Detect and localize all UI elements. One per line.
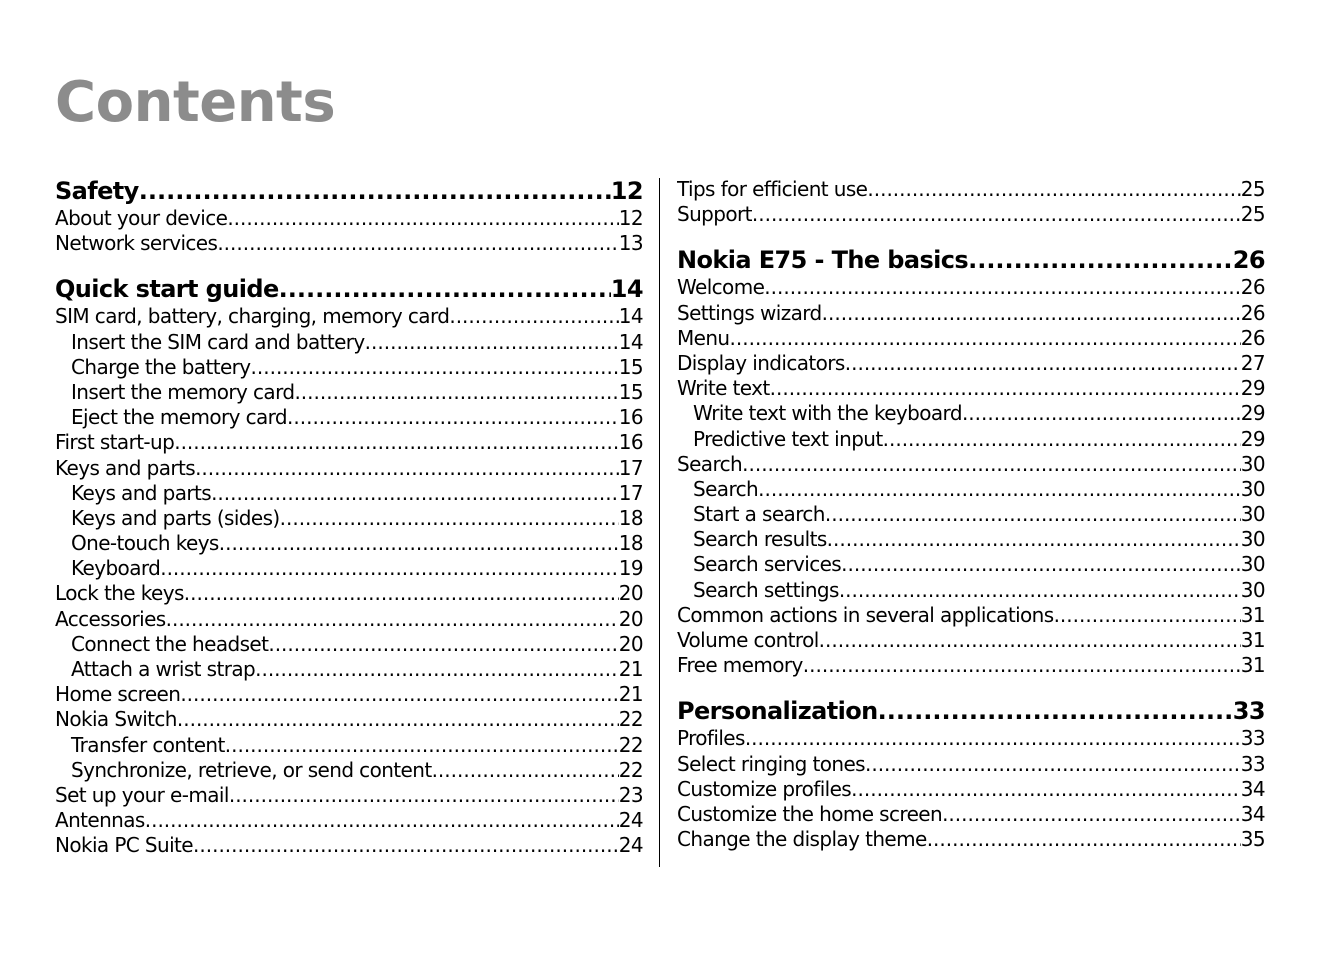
dot-leader <box>227 206 618 231</box>
toc-page-number: 26 <box>1232 246 1265 275</box>
toc-subentry[interactable] <box>677 527 1265 552</box>
toc-subentry[interactable] <box>677 578 1265 603</box>
toc-page-number: 14 <box>610 275 643 304</box>
toc-entry-title: Keyboard <box>71 556 161 581</box>
dot-leader <box>180 682 618 707</box>
toc-page-number: 24 <box>618 833 643 858</box>
dot-leader <box>251 355 619 380</box>
toc-page-number: 25 <box>1240 177 1265 201</box>
dot-leader <box>730 326 1241 351</box>
toc-entry-title: Insert the memory card <box>71 379 295 404</box>
toc-entry-title: Keys and parts <box>71 480 212 505</box>
toc-section-heading[interactable] <box>677 697 1265 726</box>
toc-page-number: 18 <box>618 505 643 530</box>
dot-leader <box>770 376 1241 401</box>
toc-entry-title: Insert the SIM card and battery <box>71 329 365 354</box>
toc-entry-title: Write text with the keyboard <box>693 401 962 426</box>
toc-page-number: 20 <box>618 606 643 631</box>
dot-leader <box>825 502 1241 527</box>
dot-leader <box>432 758 619 783</box>
toc-entry-title: Volume control <box>677 628 819 652</box>
toc-entry[interactable] <box>677 351 1265 376</box>
dot-leader <box>195 456 619 481</box>
dot-leader <box>742 452 1241 477</box>
toc-page-number: 30 <box>1240 451 1265 476</box>
toc-entry-title: Free memory <box>677 653 803 678</box>
toc-subentry[interactable] <box>677 401 1265 426</box>
toc-page-number: 31 <box>1240 628 1265 652</box>
toc-entry[interactable] <box>55 783 643 808</box>
toc-entry[interactable] <box>55 833 643 858</box>
toc-entry[interactable] <box>677 628 1265 653</box>
toc-entry-title: Settings wizard <box>677 300 822 325</box>
dot-leader <box>365 330 619 355</box>
toc-page-number: 16 <box>618 405 643 430</box>
toc-entry-title: Customize profiles <box>677 776 852 801</box>
toc-entry[interactable] <box>677 752 1265 777</box>
toc-page-number: 30 <box>1240 502 1265 527</box>
dot-leader <box>841 552 1241 577</box>
dot-leader <box>449 304 618 329</box>
toc-page-number: 33 <box>1240 751 1265 776</box>
dot-leader <box>865 752 1241 777</box>
toc-entry-title: SIM card, battery, charging, memory card <box>55 304 450 329</box>
toc-entry[interactable] <box>677 802 1265 827</box>
toc-page-number: 31 <box>1240 653 1265 678</box>
toc-entry-title: One-touch keys <box>71 531 219 556</box>
toc-page-number: 22 <box>618 757 643 782</box>
dot-leader <box>166 607 619 632</box>
toc-entry-title: Search results <box>693 527 827 552</box>
toc-page-number: 12 <box>610 177 643 205</box>
dot-leader <box>177 707 619 732</box>
toc-column-left <box>55 177 643 859</box>
dot-leader <box>280 506 619 531</box>
toc-page-number: 21 <box>618 682 643 707</box>
toc-entry[interactable] <box>55 304 643 329</box>
toc-page-number: 29 <box>1240 401 1265 426</box>
dot-leader <box>758 477 1241 502</box>
toc-page-number: 24 <box>618 808 643 833</box>
dot-leader <box>968 246 1233 275</box>
toc-entry[interactable] <box>677 452 1265 477</box>
dot-leader <box>145 808 619 833</box>
toc-entry-title: Welcome <box>677 275 765 300</box>
toc-subentry[interactable] <box>55 330 643 355</box>
toc-page-number: 20 <box>618 581 643 606</box>
toc-entry[interactable] <box>677 726 1265 751</box>
toc-page-number: 17 <box>618 455 643 480</box>
dot-leader <box>219 531 619 556</box>
dot-leader <box>211 481 619 506</box>
toc-page-number: 30 <box>1240 552 1265 577</box>
toc-entry-title: Nokia PC Suite <box>55 833 194 858</box>
toc-entry-title: Tips for efficient use <box>677 177 868 201</box>
toc-page-number: 15 <box>618 379 643 404</box>
toc-subentry[interactable] <box>55 556 643 581</box>
toc-entry[interactable] <box>677 603 1265 628</box>
toc-entry-title: Customize the home screen <box>677 801 943 826</box>
toc-page-number: 30 <box>1240 476 1265 501</box>
dot-leader <box>193 833 619 858</box>
toc-entry-title: Display indicators <box>677 350 845 375</box>
toc-page-number: 22 <box>618 707 643 732</box>
toc-entry-title: Change the display theme <box>677 827 927 852</box>
dot-leader <box>827 527 1241 552</box>
dot-leader <box>764 275 1240 300</box>
toc-entry-title: Transfer content <box>71 732 225 757</box>
dot-leader <box>184 581 619 606</box>
toc-section-heading[interactable] <box>55 177 643 206</box>
toc-page-number: 30 <box>1240 527 1265 552</box>
toc-page-number: 29 <box>1240 376 1265 401</box>
toc-page-number: 26 <box>1240 325 1265 350</box>
toc-page-number: 30 <box>1240 577 1265 602</box>
dot-leader <box>819 628 1241 653</box>
toc-page-number: 23 <box>618 782 643 807</box>
toc-section-heading[interactable] <box>677 246 1265 275</box>
toc-entry[interactable] <box>55 231 643 256</box>
toc-column-right <box>677 177 1265 852</box>
toc-entry-title: Safety <box>55 177 139 205</box>
toc-entry-title: Lock the keys <box>55 581 184 606</box>
toc-entry[interactable] <box>677 202 1265 227</box>
toc-page-number: 34 <box>1240 776 1265 801</box>
toc-page-number: 31 <box>1240 602 1265 627</box>
toc-subentry[interactable] <box>55 380 643 405</box>
dot-leader <box>883 427 1241 452</box>
dot-leader <box>927 827 1241 852</box>
toc-page-number: 19 <box>618 556 643 581</box>
toc-entry-title: Nokia Switch <box>55 707 177 732</box>
dot-leader <box>845 351 1241 376</box>
dot-leader <box>878 697 1233 726</box>
toc-entry-title: Eject the memory card <box>71 405 288 430</box>
toc-page-number: 25 <box>1240 202 1265 227</box>
toc-subentry[interactable] <box>677 427 1265 452</box>
dot-leader <box>1054 603 1241 628</box>
toc-entry-title: Search services <box>693 552 842 577</box>
toc-entry-title: Home screen <box>55 682 181 707</box>
toc-entry-title: Nokia E75 - The basics <box>677 246 969 275</box>
toc-entry[interactable] <box>677 827 1265 852</box>
toc-page-number: 21 <box>618 657 643 681</box>
dot-leader <box>229 783 619 808</box>
toc-entry[interactable] <box>677 301 1265 326</box>
toc-entry[interactable] <box>677 777 1265 802</box>
toc-entry-title: Personalization <box>677 697 878 726</box>
toc-entry-title: Attach a wrist strap <box>71 657 256 681</box>
toc-entry[interactable] <box>677 653 1265 678</box>
toc-page-number: 18 <box>618 531 643 556</box>
toc-subentry[interactable] <box>55 481 643 506</box>
dot-leader <box>294 380 618 405</box>
toc-page-number: 15 <box>618 354 643 379</box>
dot-leader <box>851 777 1241 802</box>
toc-subentry[interactable] <box>55 657 643 682</box>
toc-entry-title: Antennas <box>55 808 145 833</box>
toc-page-number: 26 <box>1240 275 1265 300</box>
toc-subentry[interactable] <box>677 477 1265 502</box>
toc-subentry[interactable] <box>677 502 1265 527</box>
toc-page-number: 17 <box>618 480 643 505</box>
toc-entry[interactable] <box>677 326 1265 351</box>
dot-leader <box>752 202 1241 227</box>
toc-entry[interactable] <box>677 177 1265 202</box>
toc-entry-title: Common actions in several applications <box>677 602 1054 627</box>
toc-entry-title: Profiles <box>677 726 745 751</box>
toc-entry-title: Accessories <box>55 606 166 631</box>
dot-leader <box>839 578 1241 603</box>
toc-page-number: 22 <box>618 732 643 757</box>
dot-leader <box>174 430 619 455</box>
toc-entry-title: Start a search <box>693 502 825 527</box>
dot-leader <box>160 556 619 581</box>
column-divider <box>659 178 660 867</box>
toc-entry-title: Keys and parts <box>55 455 196 480</box>
toc-entry-title: Connect the headset <box>71 631 269 656</box>
toc-entry-title: Quick start guide <box>55 275 279 304</box>
toc-entry[interactable] <box>55 206 643 231</box>
toc-entry-title: Charge the battery <box>71 354 251 379</box>
toc-entry-title: Predictive text input <box>693 426 883 451</box>
dot-leader <box>942 802 1241 827</box>
toc-entry-title: Search <box>693 476 759 501</box>
toc-entry-title: Synchronize, retrieve, or send content <box>71 757 432 782</box>
dot-leader <box>803 653 1241 678</box>
toc-subentry[interactable] <box>677 552 1265 577</box>
dot-leader <box>268 632 618 657</box>
toc-entry-title: Select ringing tones <box>677 751 865 776</box>
dot-leader <box>962 401 1241 426</box>
toc-subentry[interactable] <box>55 405 643 430</box>
toc-subentry[interactable] <box>55 758 643 783</box>
dot-leader <box>279 275 611 304</box>
toc-subentry[interactable] <box>55 733 643 758</box>
toc-entry-title: First start-up <box>55 430 175 455</box>
toc-entry-title: Search settings <box>693 577 839 602</box>
toc-entry-title: Network services <box>55 231 218 256</box>
toc-page-number: 13 <box>618 231 643 256</box>
toc-entry[interactable] <box>55 607 643 632</box>
dot-leader <box>822 301 1241 326</box>
toc-entry[interactable] <box>55 456 643 481</box>
toc-subentry[interactable] <box>55 531 643 556</box>
dot-leader <box>867 177 1240 202</box>
toc-page-number: 35 <box>1240 827 1265 852</box>
dot-leader <box>217 231 618 256</box>
toc-subentry[interactable] <box>55 632 643 657</box>
toc-page-number: 33 <box>1240 726 1265 751</box>
toc-page-number: 20 <box>618 631 643 656</box>
toc-entry[interactable] <box>677 376 1265 401</box>
toc-subentry[interactable] <box>55 506 643 531</box>
toc-page-number: 12 <box>618 206 643 230</box>
toc-entry-title: Write text <box>677 376 770 401</box>
dot-leader <box>225 733 619 758</box>
toc-entry-title: Set up your e-mail <box>55 782 229 807</box>
toc-page-number: 34 <box>1240 801 1265 826</box>
toc-entry-title: About your device <box>55 206 228 230</box>
toc-page-number: 26 <box>1240 300 1265 325</box>
dot-leader <box>255 657 619 682</box>
toc-entry[interactable] <box>55 430 643 455</box>
toc-entry-title: Keys and parts (sides) <box>71 505 280 530</box>
toc-entry[interactable] <box>55 808 643 833</box>
toc-page-number: 33 <box>1232 697 1265 726</box>
dot-leader <box>745 726 1241 751</box>
toc-page-number: 27 <box>1240 350 1265 375</box>
toc-entry-title: Menu <box>677 325 730 350</box>
toc-entry[interactable] <box>55 581 643 606</box>
toc-entry[interactable] <box>55 682 643 707</box>
dot-leader <box>139 177 611 206</box>
toc-entry[interactable] <box>55 707 643 732</box>
dot-leader <box>287 405 619 430</box>
toc-subentry[interactable] <box>55 355 643 380</box>
toc-entry-title: Support <box>677 202 752 227</box>
toc-section-heading[interactable] <box>55 275 643 304</box>
toc-page-number: 29 <box>1240 426 1265 451</box>
toc-entry-title: Search <box>677 451 743 476</box>
toc-page-number: 14 <box>618 304 643 329</box>
toc-entry[interactable] <box>677 275 1265 300</box>
page-title: Contents <box>55 70 336 135</box>
toc-page-number: 14 <box>618 329 643 354</box>
toc-page-number: 16 <box>618 430 643 455</box>
